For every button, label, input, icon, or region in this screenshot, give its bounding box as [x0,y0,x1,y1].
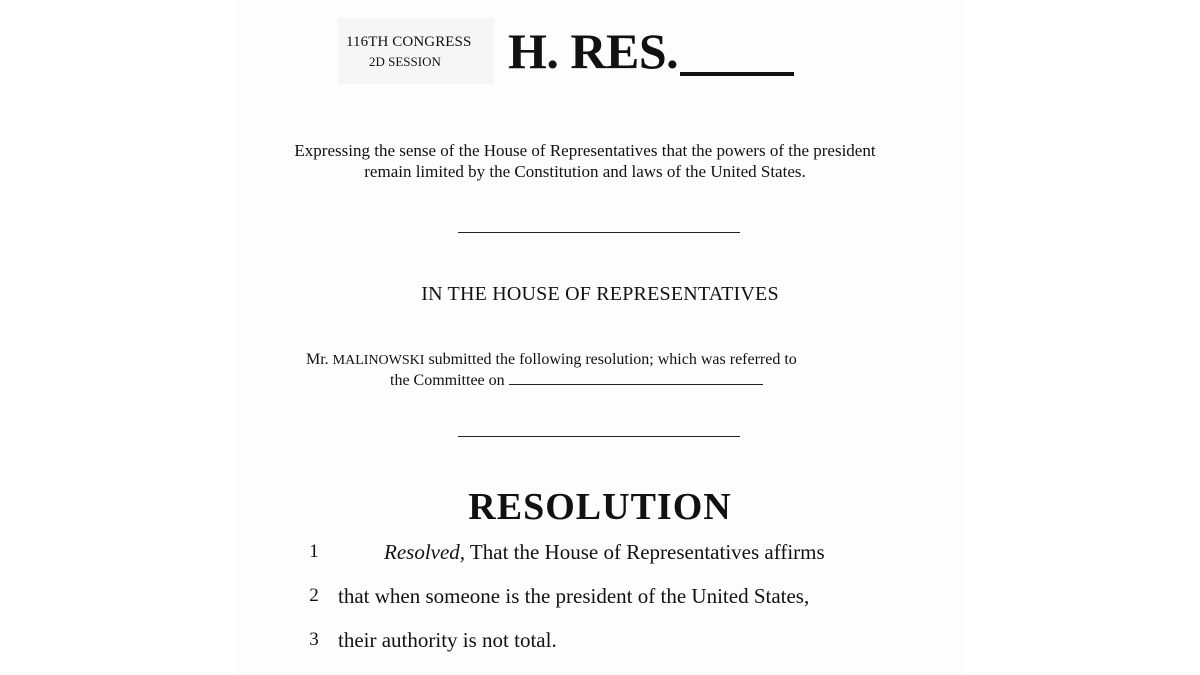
committee-text: the Committee on [390,372,505,389]
line-number-3: 3 [309,629,319,650]
session-label: 2D SESSION [369,54,441,69]
header-box [338,18,494,84]
resolution-title: Expressing the sense of the House of Representatives that the powers of the president remain limited by the Constitution and laws of the United States. [294,141,876,181]
house-line: IN THE HOUSE OF REPRESENTATIVES [421,283,779,305]
resolution-line-1 [384,539,825,565]
divider-upper [458,232,740,233]
divider-lower [458,436,740,437]
resolution-line-3: their authority is not total. [338,628,557,652]
resolution-line-1-text: That the House of Representatives affirms [469,540,825,564]
bill-number-blank [680,72,794,76]
submitted-text: submitted the following resolution; which was referred to [428,351,797,368]
sponsor-prefix: Mr. [306,351,329,368]
bill-designation: H. RES. [508,23,679,79]
resolved-lead: Resolved, [384,540,466,564]
sponsor-name: MALINOWSKI [332,353,425,368]
paper-sheet [236,0,964,675]
committee-blank [509,384,763,385]
committee-line [390,370,763,391]
line-number-2: 2 [309,585,319,606]
congress-label: 116TH CONGRESS [346,34,472,50]
submission-statement [306,349,797,371]
resolution-line-2: that when someone is the president of the United States, [338,584,810,608]
resolution-heading: RESOLUTION [468,486,732,528]
line-number-1: 1 [309,541,319,562]
